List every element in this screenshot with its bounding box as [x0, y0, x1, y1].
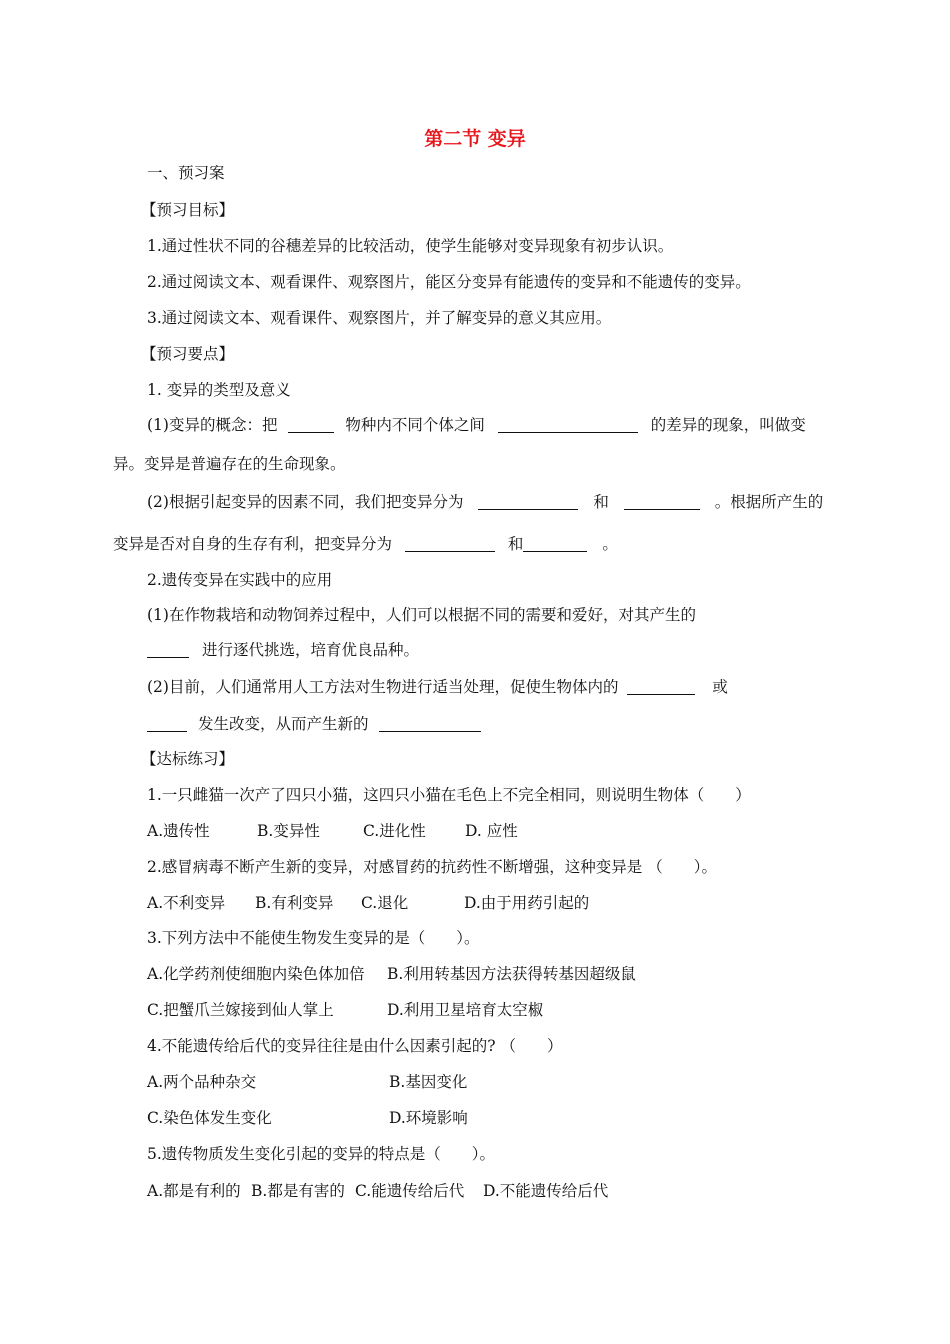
- goal-item: 3.通过阅读文本、观看课件、观察图片，并了解变异的意义其应用。: [147, 309, 612, 327]
- option-d[interactable]: D. 应性: [465, 822, 518, 840]
- question-stem: 3.下列方法中不能使生物发生变异的是（ ）。: [147, 929, 480, 947]
- text: 物种内不同个体之间: [345, 416, 485, 434]
- fill-line: [147, 414, 806, 436]
- question-stem: 1.一只雌猫一次产了四只小猫，这四只小猫在毛色上不完全相同，则说明生物体（ ）: [147, 786, 751, 804]
- option-a[interactable]: A.化学药剂使细胞内染色体加倍: [147, 965, 365, 983]
- goal-item: 2.通过阅读文本、观看课件、观察图片，能区分变异有能遗传的变异和不能遗传的变异。: [147, 273, 751, 291]
- fill-line: [113, 533, 618, 555]
- text-line: (1)在作物栽培和动物饲养过程中，人们可以根据不同的需要和爱好，对其产生的: [147, 606, 696, 624]
- points-heading: 【预习要点】: [141, 345, 235, 363]
- fill-line: [147, 639, 419, 661]
- text: (2)目前，人们通常用人工方法对生物进行适当处理，促使生物体内的: [147, 678, 619, 696]
- point-heading: 2.遗传变异在实践中的应用: [147, 571, 333, 589]
- answer-blank[interactable]: [405, 535, 495, 552]
- answer-blank[interactable]: [379, 715, 481, 732]
- option-d[interactable]: D.由于用药引起的: [464, 894, 590, 912]
- option-a[interactable]: A.不利变异: [147, 894, 226, 912]
- answer-blank[interactable]: [478, 493, 578, 510]
- text: 。: [602, 535, 618, 553]
- option-c[interactable]: C.把蟹爪兰嫁接到仙人掌上: [147, 1001, 334, 1019]
- option-b[interactable]: B.基因变化: [389, 1073, 468, 1091]
- question-stem: 2.感冒病毒不断产生新的变异，对感冒药的抗药性不断增强，这种变异是 （ ）。: [147, 858, 717, 876]
- text: 和: [593, 493, 609, 511]
- text: 和: [507, 535, 524, 553]
- question-stem: 4.不能遗传给后代的变异往往是由什么因素引起的? （ ）: [147, 1037, 563, 1055]
- answer-blank[interactable]: [288, 416, 334, 433]
- answer-blank[interactable]: [627, 678, 695, 695]
- option-c[interactable]: C.染色体发生变化: [147, 1109, 272, 1127]
- text: (2)根据引起变异的因素不同，我们把变异分为: [147, 493, 464, 511]
- option-b[interactable]: B.都是有害的: [251, 1182, 345, 1200]
- answer-blank[interactable]: [523, 535, 587, 552]
- text: 的差异的现象，叫做变: [650, 416, 806, 434]
- answer-blank[interactable]: [147, 641, 189, 658]
- section-heading: 一、预习案: [147, 164, 225, 182]
- goals-heading: 【预习目标】: [141, 201, 235, 219]
- text: 或: [712, 678, 728, 696]
- text-line: 异。变异是普遍存在的生命现象。: [113, 455, 346, 473]
- option-b[interactable]: B.变异性: [257, 822, 320, 840]
- option-c[interactable]: C.退化: [361, 894, 409, 912]
- goal-item: 1.通过性状不同的谷穗差异的比较活动，使学生能够对变异现象有初步认识。: [147, 237, 674, 255]
- answer-blank[interactable]: [624, 493, 700, 510]
- option-b[interactable]: B.有利变异: [255, 894, 334, 912]
- text: (1)变异的概念：把: [147, 416, 278, 434]
- point-heading: 1. 变异的类型及意义: [147, 381, 291, 399]
- option-d[interactable]: D.环境影响: [389, 1109, 468, 1127]
- fill-line: [147, 491, 823, 513]
- text: 。根据所产生的: [714, 493, 824, 511]
- option-a[interactable]: A.遗传性: [147, 822, 210, 840]
- option-b[interactable]: B.利用转基因方法获得转基因超级鼠: [387, 965, 636, 983]
- option-c[interactable]: C.能遗传给后代: [355, 1182, 465, 1200]
- practice-heading: 【达标练习】: [141, 750, 235, 768]
- text: 进行逐代挑选，培育优良品种。: [201, 641, 419, 659]
- option-c[interactable]: C.进化性: [363, 822, 426, 840]
- answer-blank[interactable]: [147, 715, 187, 732]
- option-d[interactable]: D.利用卫星培育太空椒: [387, 1001, 544, 1019]
- question-stem: 5.遗传物质发生变化引起的变异的特点是（ ）。: [147, 1145, 496, 1163]
- page-title: 第二节 变异: [424, 128, 526, 150]
- text: 变异是否对自身的生存有利，把变异分为: [113, 535, 393, 553]
- fill-line: [147, 676, 728, 698]
- option-a[interactable]: A.都是有利的: [147, 1182, 241, 1200]
- text: 发生改变，从而产生新的: [197, 715, 369, 733]
- answer-blank[interactable]: [498, 416, 638, 433]
- option-a[interactable]: A.两个品种杂交: [147, 1073, 257, 1091]
- fill-line: [147, 713, 481, 735]
- option-d[interactable]: D.不能遗传给后代: [483, 1182, 609, 1200]
